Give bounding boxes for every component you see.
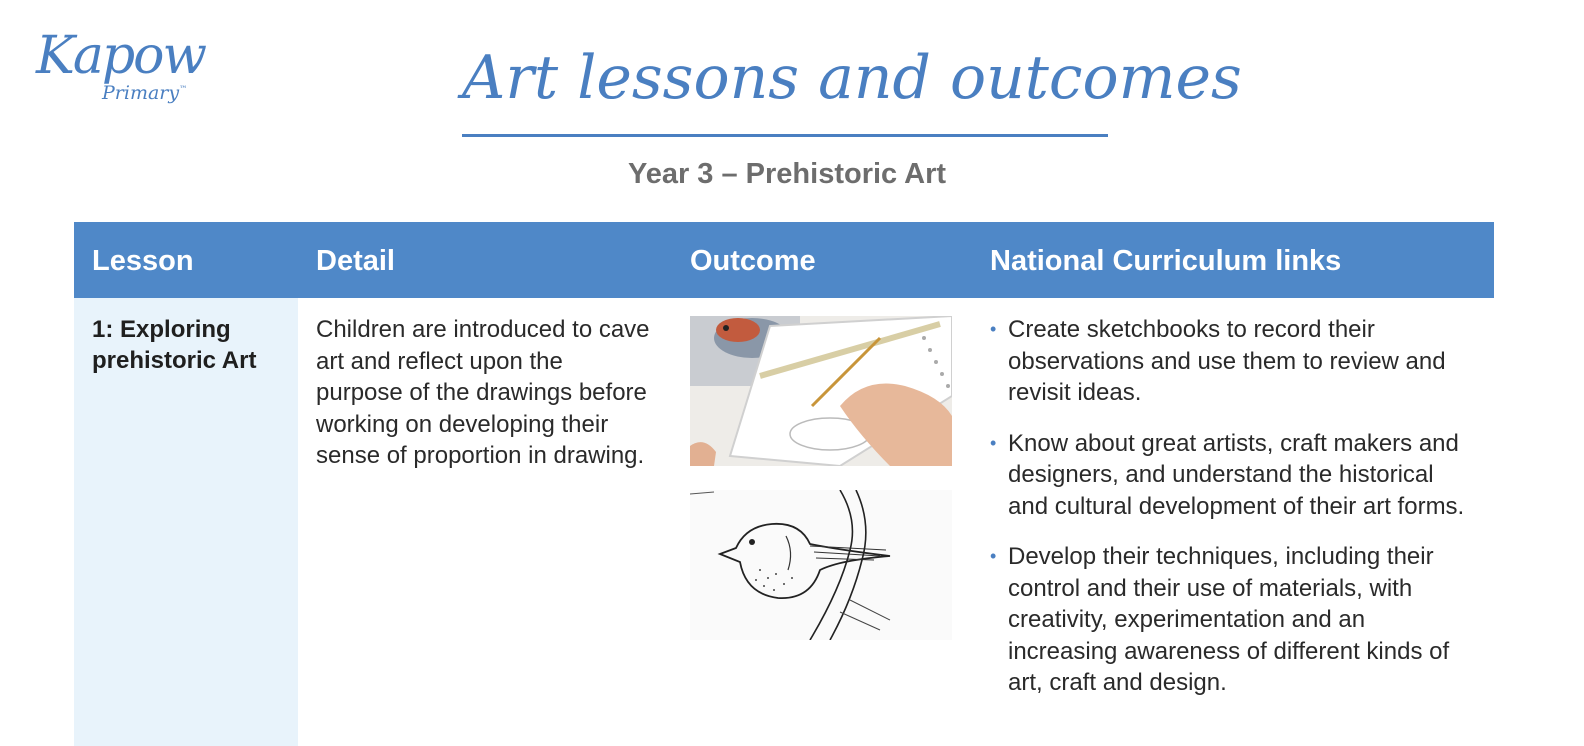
curriculum-link-text: Develop their techniques, including their control and their use of materials, with creativity, experimentation and an increasing awareness of different kinds of art, craft and design. [1008, 543, 1450, 696]
lesson-detail: Children are introduced to cave art and reflect upon the purpose of the drawings before working on developing their sense of proportion in drawing. [316, 316, 650, 469]
list-item [990, 541, 1480, 699]
header-curriculum-links: National Curriculum links [990, 245, 1342, 277]
curriculum-link-text: Know about great artists, craft makers and designers, and understand the historical and cultural development of their art forms. [1008, 429, 1465, 520]
curriculum-links-list [990, 314, 1480, 718]
page-title: Art lessons and outcomes [462, 43, 1242, 113]
table-header [74, 222, 1494, 298]
outcome-image-hand-drawing [690, 316, 952, 466]
outcome-image-bird-drawing [690, 490, 952, 640]
page-subtitle: Year 3 – Prehistoric Art [627, 158, 947, 190]
logo-wordmark: Kapow [36, 26, 205, 86]
list-item [990, 314, 1480, 409]
header-detail: Detail [316, 245, 395, 277]
title-underline [462, 134, 1108, 137]
kapow-primary-logo [36, 26, 205, 114]
lesson-title: 1: Exploring prehistoric Art [92, 316, 257, 374]
logo-subtext: Primary™ [102, 82, 188, 104]
lesson-cell [74, 298, 298, 746]
lessons-table [74, 222, 1494, 746]
bullet-icon: • [990, 546, 997, 566]
curriculum-link-text: Create sketchbooks to record their observations and use them to review and revisit ideas. [1008, 316, 1446, 406]
header-outcome: Outcome [690, 245, 816, 277]
list-item [990, 428, 1480, 523]
header-lesson: Lesson [92, 245, 194, 277]
bullet-icon: • [990, 319, 997, 339]
bullet-icon: • [990, 432, 997, 453]
